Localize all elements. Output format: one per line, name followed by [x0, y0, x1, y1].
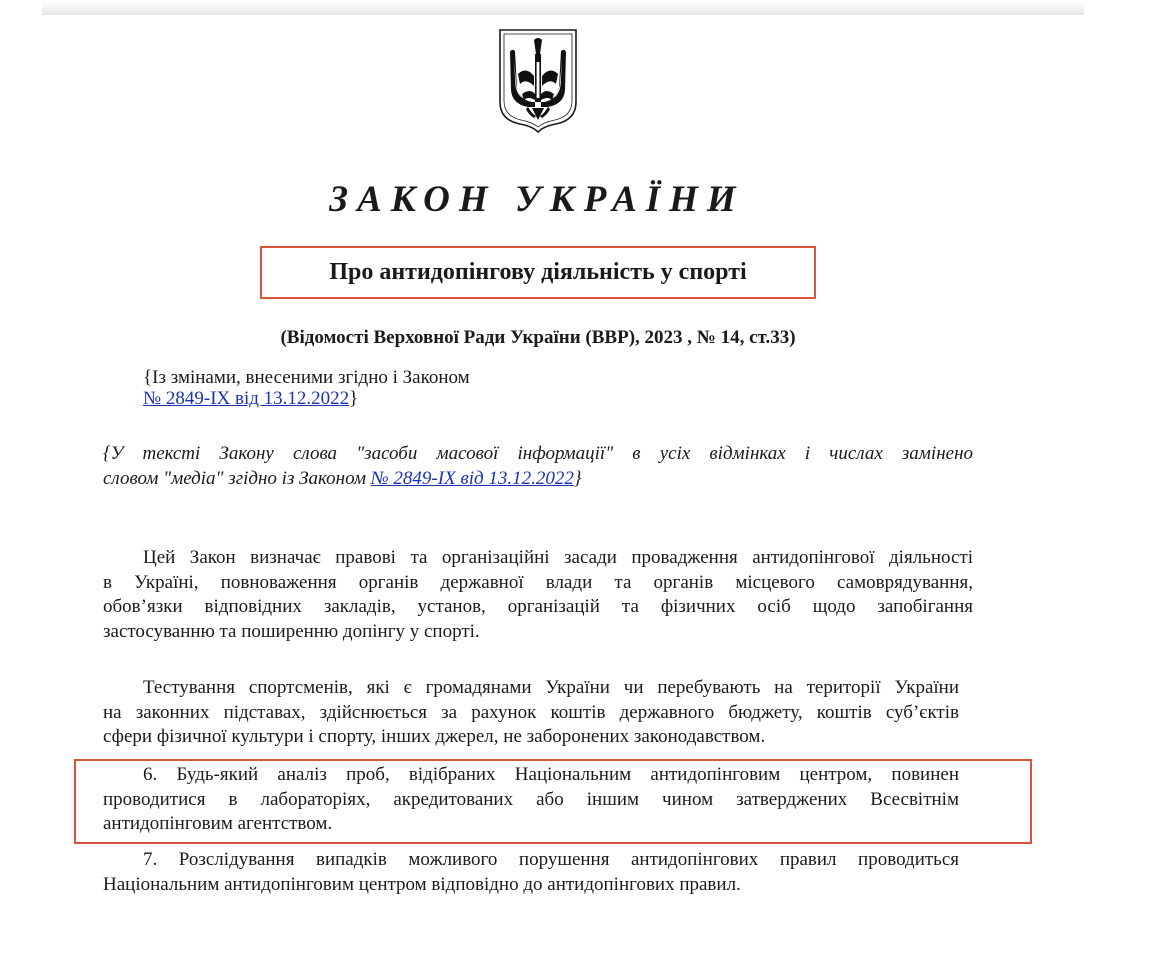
paragraph-line: 6. Будь-який аналіз проб, відібраних Національним антидопінговим центром, повинен	[143, 764, 959, 785]
law-title: ЗАКОН УКРАЇНИ	[329, 179, 745, 220]
editorial-note	[103, 441, 973, 491]
paragraph-line: на законних підставах, здійснюється за рахунок коштів державного бюджету, коштів суб’єктів	[103, 701, 959, 723]
editorial-note-line: {У тексті Закону слова "засоби масової інформації" в усіх відмінках і числах замінено	[103, 443, 973, 464]
page-top-edge	[42, 0, 1084, 15]
testing-paragraph	[103, 676, 959, 750]
note-law-link[interactable]: № 2849-IX від 13.12.2022	[370, 468, 574, 489]
paragraph-line: Національним антидопінговим центром відповідно до антидопінгових правил.	[103, 873, 741, 895]
law-subject-box	[260, 246, 816, 299]
law-subject: Про антидопінгову діяльність у спорті	[329, 259, 747, 285]
intro-paragraph	[103, 546, 973, 644]
amendments-text: {Із змінами, внесеними згідно і Законом	[143, 367, 470, 388]
amendment-law-link[interactable]: № 2849-IX від 13.12.2022	[143, 388, 350, 409]
ukraine-coat-of-arms-icon	[498, 28, 578, 134]
editorial-note-line	[103, 466, 973, 491]
paragraph-line: проводитися в лабораторіях, акредитованих або іншим чином затверджених Всесвітнім	[103, 788, 959, 810]
paragraph-line: застосуванню та поширенню допінгу у спорті.	[103, 620, 480, 642]
gazette-reference: (Відомості Верховної Ради України (ВВР), 2023 , № 14, ст.33)	[280, 327, 796, 348]
item-6-paragraph	[103, 763, 959, 837]
paragraph-line: Тестування спортсменів, які є громадянами України чи перебувають на території України	[143, 677, 959, 698]
paragraph-line: в Україні, повноваження органів державної влади та органів місцевого самоврядування,	[103, 571, 973, 593]
item-7-paragraph	[103, 848, 959, 897]
paragraph-line: сфери фізичної культури і спорту, інших джерел, не заборонених законодавством.	[103, 726, 766, 747]
editorial-note-close-brace: }	[573, 468, 582, 489]
paragraph-line: 7. Розслідування випадків можливого порушення антидопінгових правил проводиться	[143, 849, 959, 870]
paragraph-line: антидопінговим агентством.	[103, 813, 333, 834]
paragraph-line: обов’язки відповідних закладів, установ, організацій та фізичних осіб щодо запобігання	[103, 596, 973, 617]
editorial-note-prefix: словом "медіа" згідно із Законом	[103, 468, 367, 489]
amendments-note	[143, 367, 470, 409]
amendments-close-brace: }	[349, 388, 359, 409]
paragraph-line: Цей Закон визначає правові та організаційні засади провадження антидопінгової діяльності	[143, 547, 973, 568]
